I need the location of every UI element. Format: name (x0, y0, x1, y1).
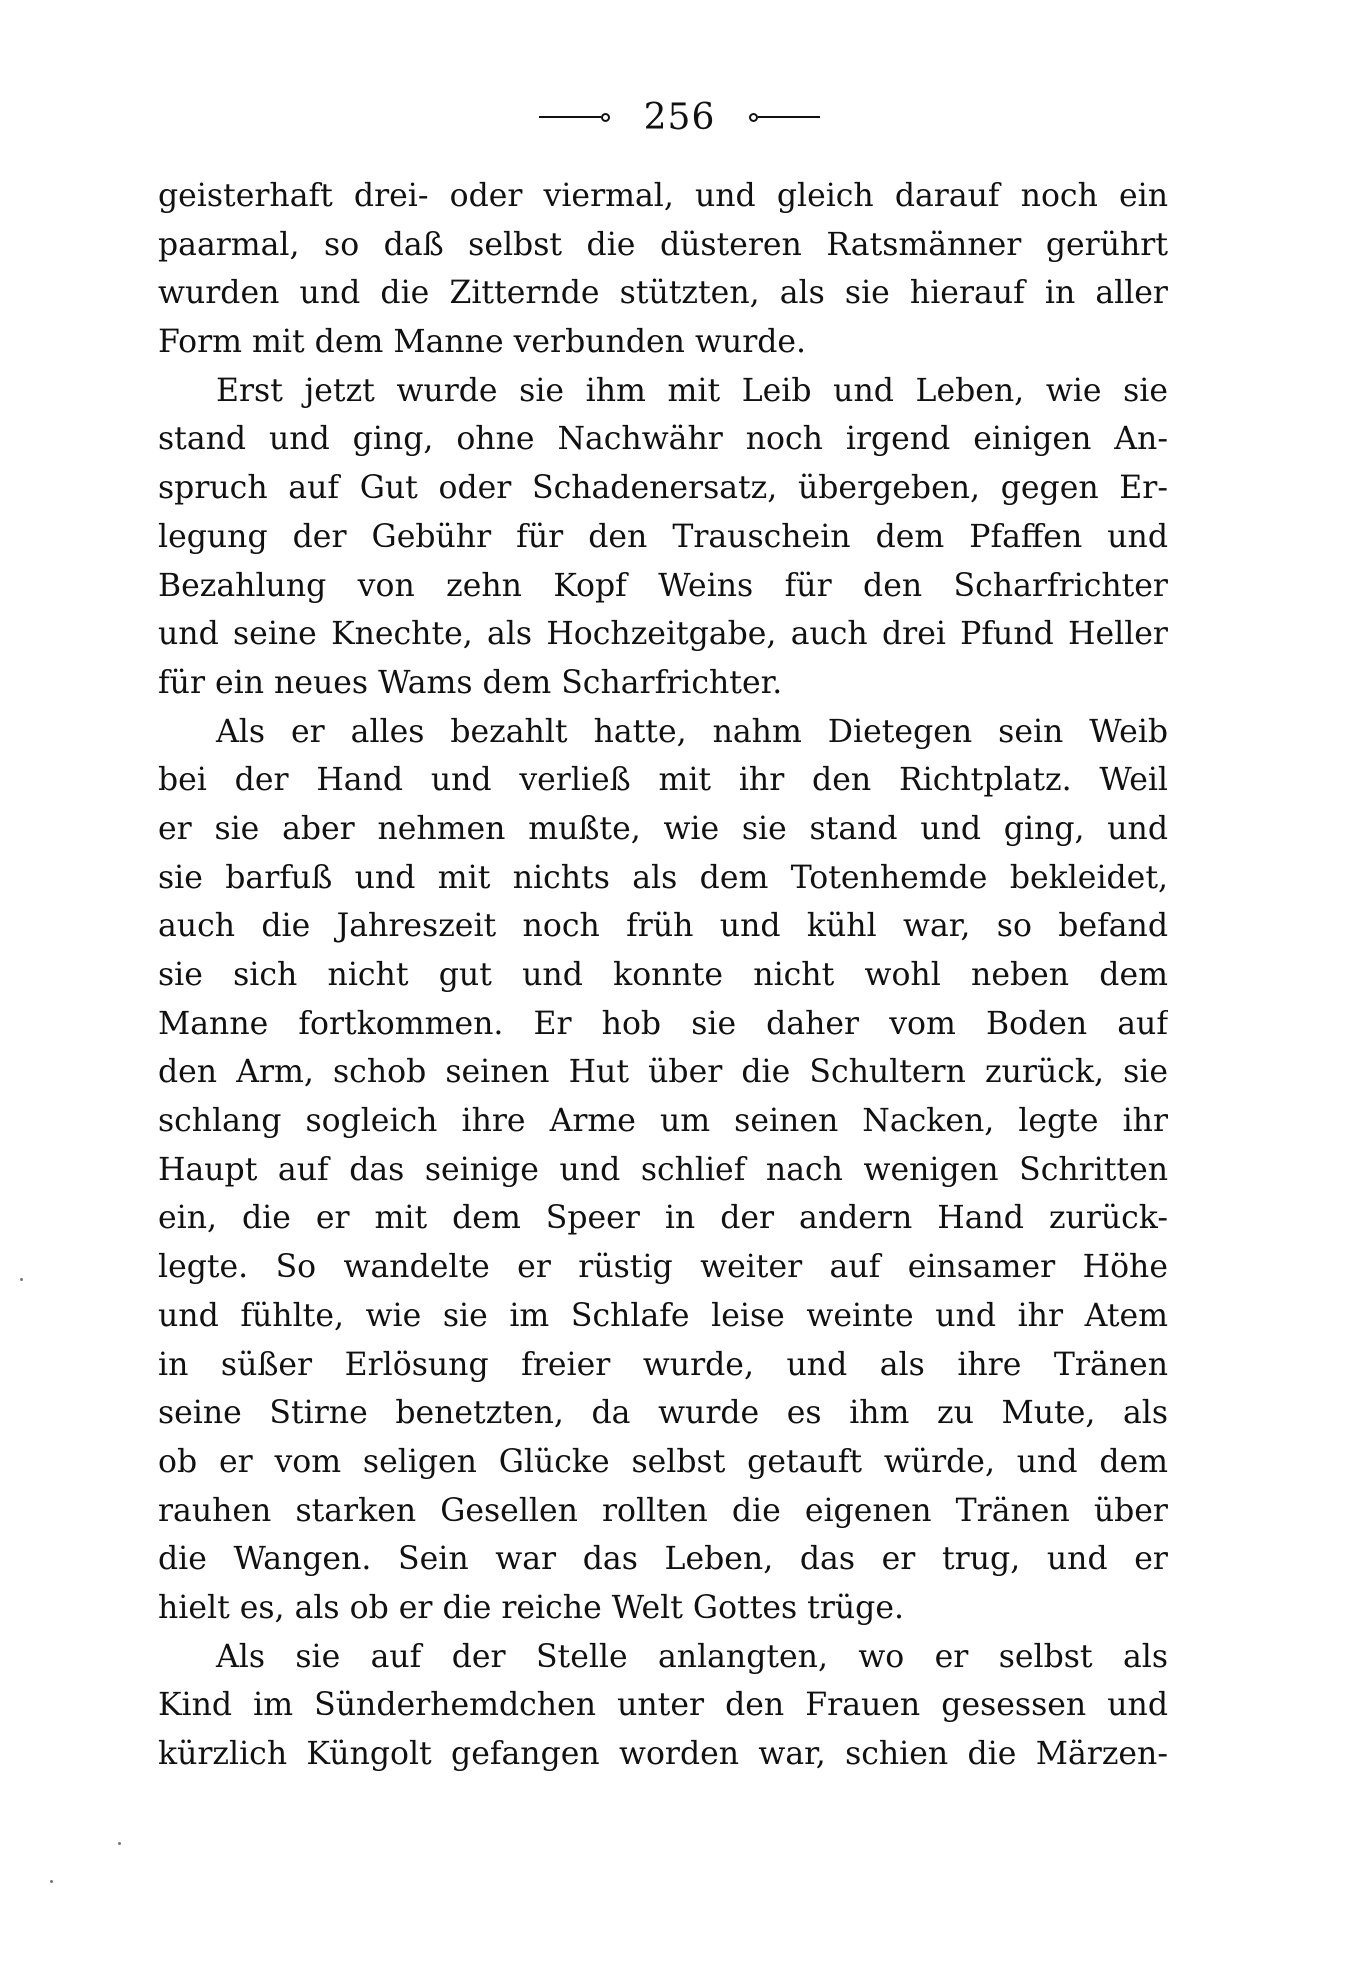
text-line: sie barfuß und mit nichts als dem Totenhemde bekleidet, (158, 859, 1168, 896)
body-text (158, 172, 1168, 1779)
paper-speck (118, 1842, 121, 1845)
paper-speck (50, 1880, 53, 1883)
text-line: Manne fortkommen. Er hob sie daher vom Boden auf (158, 1005, 1168, 1042)
text-line: Form mit dem Manne verbunden wurde. (158, 324, 807, 361)
text-line: paarmal, so daß selbst die düsteren Ratsmänner gerührt (158, 226, 1168, 263)
paragraph-first-line: Als sie auf der Stelle anlangten, wo er selbst als (216, 1638, 1168, 1675)
text-line: den Arm, schob seinen Hut über die Schultern zurück, sie (158, 1054, 1168, 1091)
text-line: kürzlich Küngolt gefangen worden war, schien die Märzen- (158, 1736, 1168, 1772)
text-line: geisterhaft drei- oder viermal, und gleich darauf noch ein (158, 178, 1168, 214)
text-line: wurden und die Zitternde stützten, als sie hierauf in aller (158, 275, 1168, 312)
page-header (0, 92, 1359, 142)
text-line: und seine Knechte, als Hochzeitgabe, auch drei Pfund Heller (158, 616, 1168, 653)
ornament-line (758, 116, 820, 118)
text-line: legte. So wandelte er rüstig weiter auf einsamer Höhe (158, 1249, 1168, 1286)
text-line: stand und ging, ohne Nachwähr noch irgend einigen An- (158, 421, 1168, 458)
ornament-line (539, 116, 601, 118)
paragraph-first-line: Als er alles bezahlt hatte, nahm Dietegen sein Weib (216, 713, 1168, 750)
text-line: bei der Hand und verließ mit ihr den Richtplatz. Weil (158, 762, 1168, 799)
text-line: Kind im Sünderhemdchen unter den Frauen gesessen und (158, 1687, 1168, 1724)
header-ornament-left (539, 113, 610, 122)
text-line: auch die Jahreszeit noch früh und kühl war, so befand (158, 908, 1168, 945)
text-line: sie sich nicht gut und konnte nicht wohl neben dem (158, 957, 1168, 993)
page-number: 256 (643, 96, 716, 138)
text-line: Bezahlung von zehn Kopf Weins für den Scharfrichter (158, 567, 1168, 604)
text-line: für ein neues Wams dem Scharfrichter. (158, 664, 783, 701)
text-line: legung der Gebühr für den Trauschein dem Pfaffen und (158, 518, 1168, 555)
text-line: die Wangen. Sein war das Leben, das er trug, und er (158, 1541, 1168, 1578)
text-line: und fühlte, wie sie im Schlafe leise weinte und ihr Atem (158, 1297, 1168, 1334)
paragraph-first-line: Erst jetzt wurde sie ihm mit Leib und Leben, wie sie (216, 372, 1168, 409)
text-line: rauhen starken Gesellen rollten die eigenen Tränen über (158, 1492, 1168, 1529)
ornament-dot (601, 113, 610, 122)
ornament-dot (749, 113, 758, 122)
text-line: ein, die er mit dem Speer in der andern Hand zurück- (158, 1200, 1168, 1237)
text-line: ob er vom seligen Glücke selbst getauft würde, und dem (158, 1443, 1168, 1480)
text-line: hielt es, als ob er die reiche Welt Gottes trüge. (158, 1589, 905, 1626)
paper-speck (20, 1278, 23, 1281)
text-line: Haupt auf das seinige und schlief nach wenigen Schritten (158, 1151, 1168, 1188)
text-line: schlang sogleich ihre Arme um seinen Nacken, legte ihr (158, 1103, 1168, 1140)
text-line: seine Stirne benetzten, da wurde es ihm zu Mute, als (158, 1395, 1168, 1432)
text-line: spruch auf Gut oder Schadenersatz, übergeben, gegen Er- (158, 470, 1168, 507)
text-line: in süßer Erlösung freier wurde, und als ihre Tränen (158, 1346, 1168, 1383)
text-line: er sie aber nehmen mußte, wie sie stand und ging, und (158, 810, 1168, 847)
header-ornament-right (749, 113, 820, 122)
